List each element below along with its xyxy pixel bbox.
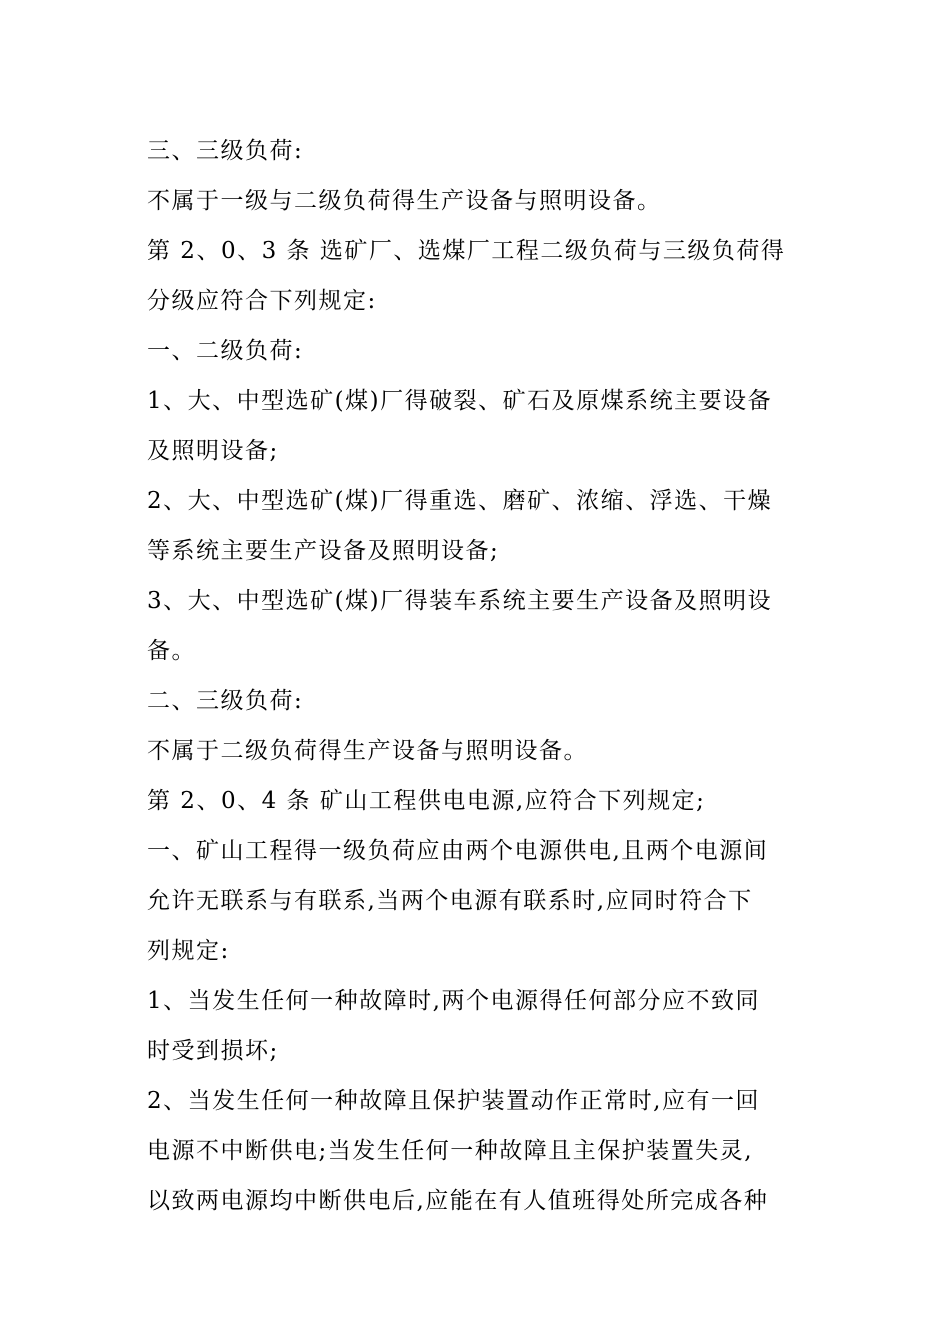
text-line-19: 时受到损坏; bbox=[147, 1038, 279, 1064]
text-line-8: 2、大、中型选矿(煤)厂得重选、磨矿、浓缩、浮选、干燥 bbox=[147, 488, 773, 514]
text-line-11: 备。 bbox=[147, 638, 196, 664]
text-line-22: 以致两电源均中断供电后,应能在有人值班得处所完成各种 bbox=[147, 1188, 769, 1214]
text-line-2: 不属于一级与二级负荷得生产设备与照明设备。 bbox=[147, 188, 662, 214]
text-line-6: 1、大、中型选矿(煤)厂得破裂、矿石及原煤系统主要设备 bbox=[147, 388, 773, 414]
document-body bbox=[147, 126, 809, 1226]
text-line-16: 允许无联系与有联系,当两个电源有联系时,应同时符合下 bbox=[147, 888, 753, 914]
text-line-4: 分级应符合下列规定: bbox=[147, 288, 377, 314]
text-line-5: 一、二级负荷: bbox=[147, 338, 304, 364]
text-line-17: 列规定: bbox=[147, 938, 230, 964]
text-line-15: 一、矿山工程得一级负荷应由两个电源供电,且两个电源间 bbox=[147, 838, 769, 864]
text-line-9: 等系统主要生产设备及照明设备; bbox=[147, 538, 500, 564]
text-line-7: 及照明设备; bbox=[147, 438, 279, 464]
text-line-3: 第 2、0、3 条 选矿厂、选煤厂工程二级负荷与三级负荷得 bbox=[147, 238, 786, 264]
text-line-14: 第 2、0、4 条 矿山工程供电电源,应符合下列规定; bbox=[147, 788, 706, 814]
text-line-13: 不属于二级负荷得生产设备与照明设备。 bbox=[147, 738, 588, 764]
text-line-18: 1、当发生任何一种故障时,两个电源得任何部分应不致同 bbox=[147, 988, 760, 1014]
text-line-1: 三、三级负荷: bbox=[147, 138, 304, 164]
text-line-10: 3、大、中型选矿(煤)厂得装车系统主要生产设备及照明设 bbox=[147, 588, 773, 614]
text-line-12: 二、三级负荷: bbox=[147, 688, 304, 714]
text-line-20: 2、当发生任何一种故障且保护装置动作正常时,应有一回 bbox=[147, 1088, 760, 1114]
text-line-21: 电源不中断供电;当发生任何一种故障且主保护装置失灵, bbox=[147, 1138, 754, 1164]
